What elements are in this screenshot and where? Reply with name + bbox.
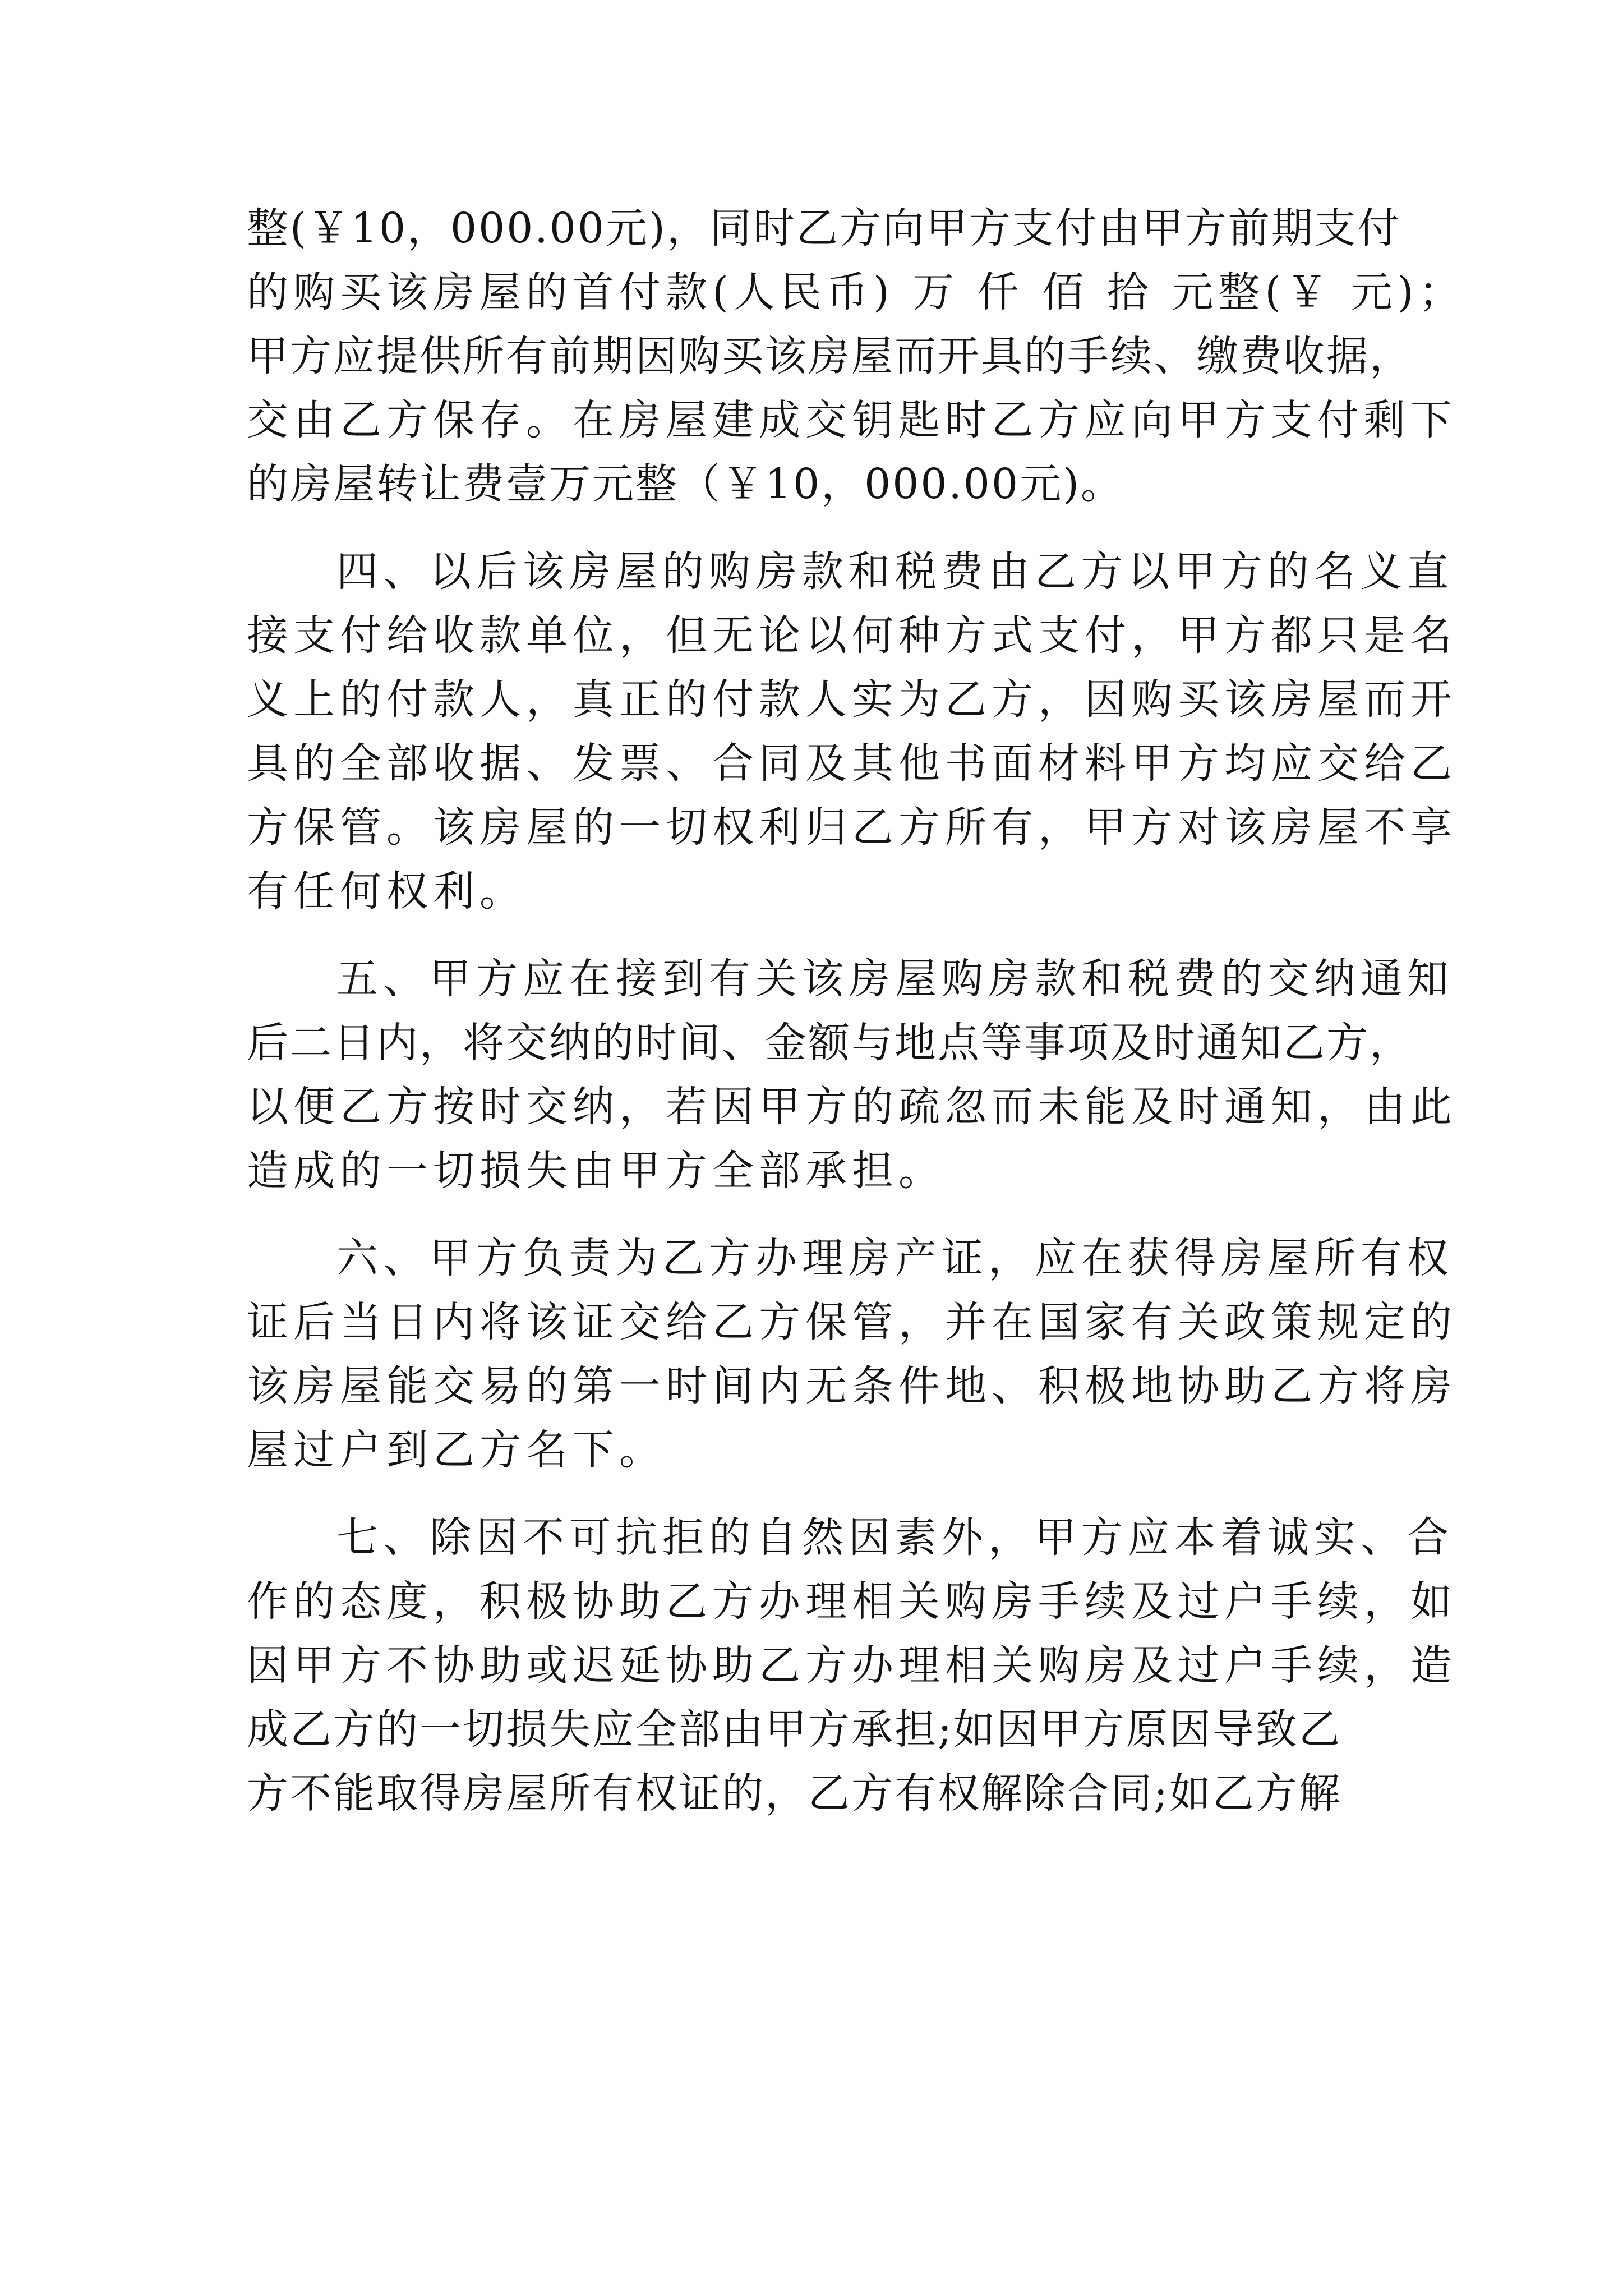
text-line: 的房屋转让费壹万元整（￥10，000.00元)。 bbox=[247, 460, 1124, 508]
text-line: 有任何权利。 bbox=[247, 867, 526, 915]
paragraph-continuation bbox=[247, 196, 1465, 516]
text-line: 交由乙方保存。在房屋建成交钥匙时乙方应向甲方支付剩下 bbox=[247, 396, 1457, 444]
text-line: 成乙方的一切损失应全部由甲方承担;如因甲方原因导致乙 bbox=[247, 1705, 1342, 1754]
text-line: 义上的付款人，真正的付款人实为乙方，因购买该房屋而开 bbox=[247, 675, 1457, 724]
paragraph-clause-6 bbox=[247, 1226, 1457, 1482]
text-line: 因甲方不协助或迟延协助乙方办理相关购房及过户手续，造 bbox=[247, 1641, 1457, 1690]
text-line: 方保管。该房屋的一切权利归乙方所有，甲方对该房屋不享 bbox=[247, 803, 1457, 852]
text-line: 的购买该房屋的首付款(人民币) 万 仟 佰 拾 元整(￥ 元)； bbox=[247, 268, 1465, 316]
text-line: 后二日内，将交纳的时间、金额与地点等事项及时通知乙方， bbox=[247, 1019, 1413, 1067]
text-line: 接支付给收款单位，但无论以何种方式支付，甲方都只是名 bbox=[247, 611, 1457, 660]
text-line: 方不能取得房屋所有权证的，乙方有权解除合同;如乙方解 bbox=[247, 1769, 1342, 1818]
paragraph-clause-5 bbox=[247, 947, 1457, 1203]
text-line: 造成的一切损失由甲方全部承担。 bbox=[247, 1147, 945, 1195]
text-line: 具的全部收据、发票、合同及其他书面材料甲方均应交给乙 bbox=[247, 739, 1457, 788]
text-line: 七、除因不可抗拒的自然因素外，甲方应本着诚实、合 bbox=[336, 1513, 1454, 1562]
text-line: 五、甲方应在接到有关该房屋购房款和税费的交纳通知 bbox=[336, 955, 1454, 1003]
text-line: 四、以后该房屋的购房款和税费由乙方以甲方的名义直 bbox=[336, 547, 1454, 596]
text-line: 六、甲方负责为乙方办理房产证，应在获得房屋所有权 bbox=[336, 1234, 1454, 1282]
text-line: 该房屋能交易的第一时间内无条件地、积极地协助乙方将房 bbox=[247, 1362, 1457, 1410]
document-body bbox=[247, 196, 1465, 1825]
paragraph-clause-7 bbox=[247, 1506, 1457, 1825]
text-line: 证后当日内将该证交给乙方保管，并在国家有关政策规定的 bbox=[247, 1298, 1457, 1346]
text-line: 作的态度，积极协助乙方办理相关购房手续及过户手续，如 bbox=[247, 1577, 1457, 1626]
text-line: 甲方应提供所有前期因购买该房屋而开具的手续、缴费收据， bbox=[247, 332, 1413, 380]
paragraph-clause-4 bbox=[247, 540, 1457, 923]
text-line: 以便乙方按时交纳，若因甲方的疏忽而未能及时通知，由此 bbox=[247, 1083, 1457, 1131]
text-line: 整(￥10，000.00元)，同时乙方向甲方支付由甲方前期支付 bbox=[247, 204, 1401, 252]
text-line: 屋过户到乙方名下。 bbox=[247, 1426, 666, 1474]
